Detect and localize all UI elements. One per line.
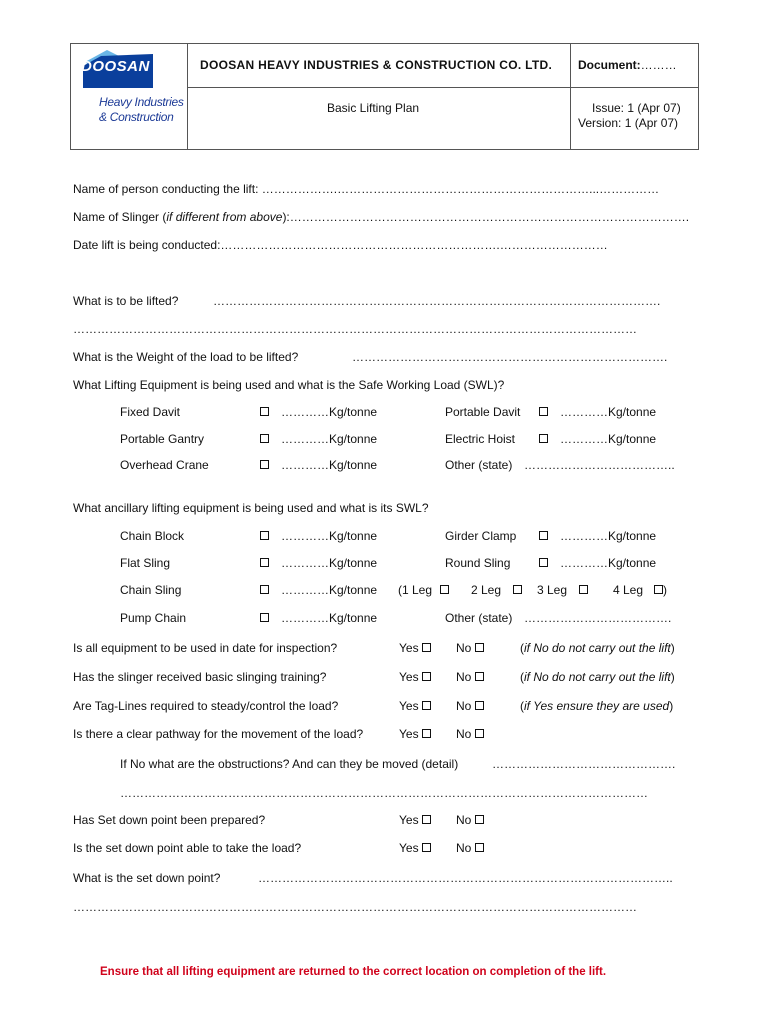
yes-option[interactable]	[399, 670, 431, 684]
leg-3-checkbox[interactable]	[579, 585, 588, 594]
equipment-label: Chain Sling	[120, 583, 182, 597]
yes-option[interactable]	[399, 727, 431, 741]
yes-checkbox[interactable]	[422, 701, 431, 710]
no-option[interactable]	[456, 641, 484, 655]
checkbox[interactable]	[260, 531, 269, 540]
yes-label: Yes	[399, 841, 419, 855]
checkbox[interactable]	[260, 613, 269, 622]
no-option[interactable]	[456, 813, 484, 827]
lifting-equipment-question: What Lifting Equipment is being used and what is the Safe Working Load (SWL)?	[73, 378, 505, 392]
document-header	[70, 43, 699, 150]
check-note: (if Yes ensure they are used)	[520, 699, 674, 713]
logo-subtitle-2: & Construction	[99, 110, 174, 124]
legs-close: )	[663, 583, 667, 597]
setdown-question: Is the set down point able to take the load?	[73, 841, 302, 855]
checkbox[interactable]	[539, 434, 548, 443]
yes-option[interactable]	[399, 841, 431, 855]
equipment-label: Electric Hoist	[445, 432, 516, 446]
swl-field[interactable]: …………Kg/tonne	[281, 556, 378, 570]
checkbox[interactable]	[539, 558, 548, 567]
no-checkbox[interactable]	[475, 843, 484, 852]
no-checkbox[interactable]	[475, 815, 484, 824]
leg-4-label: 4 Leg	[613, 583, 644, 597]
setdown-point-question: What is the set down point?	[73, 871, 221, 885]
slinger-label: Name of Slinger (	[73, 210, 167, 224]
doosan-logo	[71, 44, 187, 149]
checkbox[interactable]	[260, 460, 269, 469]
checkbox[interactable]	[260, 558, 269, 567]
yes-option[interactable]	[399, 699, 431, 713]
equipment-label: Portable Gantry	[120, 432, 205, 446]
setdown-question: Has Set down point been prepared?	[73, 813, 266, 827]
swl-field[interactable]: …………Kg/tonne	[281, 529, 378, 543]
swl-field[interactable]: …………Kg/tonne	[560, 556, 657, 570]
yes-checkbox[interactable]	[422, 672, 431, 681]
yes-label: Yes	[399, 727, 419, 741]
ancillary-question: What ancillary lifting equipment is being used and what is its SWL?	[73, 501, 429, 515]
person-field[interactable]: Name of person conducting the lift: ……………….………………………………………………………...……………	[73, 182, 660, 196]
check-question: Is there a clear pathway for the movement of the load?	[73, 727, 364, 741]
lifted-field[interactable]: ………………………………………………………………………………………………….	[213, 294, 661, 308]
check-note-text: if No do not carry out the lift	[524, 641, 671, 655]
date-field[interactable]: Date lift is being conducted:…………………………………………………………….………………………	[73, 238, 608, 252]
document-value: ………	[640, 58, 677, 72]
obstructions-field[interactable]: ……………………………………….	[492, 757, 676, 771]
yes-option[interactable]	[399, 813, 431, 827]
yes-checkbox[interactable]	[422, 729, 431, 738]
equipment-label: Other (state)	[445, 611, 513, 625]
obstructions-field-line-2[interactable]: ……………………………………………………………………………………………………………………	[120, 786, 648, 800]
weight-field[interactable]: …………………………………………………………………….	[352, 350, 668, 364]
no-checkbox[interactable]	[475, 701, 484, 710]
equipment-label: Chain Block	[120, 529, 185, 543]
no-label: No	[456, 699, 472, 713]
swl-field[interactable]: …………Kg/tonne	[281, 611, 378, 625]
check-question: Is all equipment to be used in date for inspection?	[73, 641, 338, 655]
check-question: Has the slinger received basic slinging training?	[73, 670, 327, 684]
equipment-label: Round Sling	[445, 556, 511, 570]
equipment-label: Other (state)	[445, 458, 513, 472]
check-note: (if No do not carry out the lift)	[520, 670, 675, 684]
yes-option[interactable]	[399, 641, 431, 655]
swl-field[interactable]: …………Kg/tonne	[281, 432, 378, 446]
no-label: No	[456, 727, 472, 741]
leg-4-checkbox[interactable]	[654, 585, 663, 594]
logo-text: DOOSAN	[81, 58, 150, 75]
check-note-text: if No do not carry out the lift	[524, 670, 671, 684]
setdown-point-field[interactable]: …………………………………………………………………………………………..	[258, 871, 673, 885]
no-checkbox[interactable]	[475, 729, 484, 738]
page-title: Basic Lifting Plan	[327, 101, 420, 115]
checkbox[interactable]	[260, 585, 269, 594]
equipment-label: Portable Davit	[445, 405, 521, 419]
no-checkbox[interactable]	[475, 672, 484, 681]
company-name: DOOSAN HEAVY INDUSTRIES & CONSTRUCTION CO. LTD.	[200, 58, 553, 72]
leg-3-label: 3 Leg	[537, 583, 568, 597]
obstructions-question: If No what are the obstructions? And can they be moved (detail)	[120, 757, 459, 771]
check-note: (if No do not carry out the lift)	[520, 641, 675, 655]
issue-label: Issue: 1 (Apr 07)	[592, 101, 681, 115]
yes-label: Yes	[399, 813, 419, 827]
equipment-label: Girder Clamp	[445, 529, 517, 543]
checkbox[interactable]	[539, 531, 548, 540]
no-option[interactable]	[456, 727, 484, 741]
leg-2-checkbox[interactable]	[513, 585, 522, 594]
swl-field[interactable]: …………Kg/tonne	[560, 529, 657, 543]
lifted-question: What is to be lifted?	[73, 294, 179, 308]
equipment-label: Overhead Crane	[120, 458, 209, 472]
no-label: No	[456, 813, 472, 827]
logo-subtitle-1: Heavy Industries	[99, 95, 184, 109]
yes-label: Yes	[399, 641, 419, 655]
document-number	[578, 58, 677, 72]
swl-field[interactable]: …………Kg/tonne	[281, 405, 378, 419]
equipment-label: Flat Sling	[120, 556, 171, 570]
lifted-field-line-2[interactable]: ……………………………………………………………………………………………………………………………	[73, 322, 637, 336]
no-option[interactable]	[456, 841, 484, 855]
yes-checkbox[interactable]	[422, 843, 431, 852]
other-field[interactable]: ……………………………….	[524, 611, 672, 625]
swl-field[interactable]: …………Kg/tonne	[560, 405, 657, 419]
equipment-label: Fixed Davit	[120, 405, 181, 419]
version-label: Version: 1 (Apr 07)	[578, 116, 679, 130]
checkbox[interactable]	[539, 407, 548, 416]
no-label: No	[456, 841, 472, 855]
no-option[interactable]	[456, 699, 484, 713]
no-label: No	[456, 641, 472, 655]
slinger-dots: ):……………………………………………………………………………………….	[282, 210, 690, 224]
no-checkbox[interactable]	[475, 643, 484, 652]
checkbox[interactable]	[260, 434, 269, 443]
slinger-field[interactable]	[73, 210, 689, 224]
setdown-point-field-line-2[interactable]: ……………………………………………………………………………………………………………………………	[73, 900, 637, 914]
other-field[interactable]: ………………………………..	[524, 458, 675, 472]
swl-field[interactable]: …………Kg/tonne	[281, 583, 378, 597]
check-question: Are Tag-Lines required to steady/control the load?	[73, 699, 339, 713]
document-label: Document:	[578, 58, 641, 72]
weight-question: What is the Weight of the load to be lifted?	[73, 350, 299, 364]
yes-label: Yes	[399, 699, 419, 713]
leg-2-label: 2 Leg	[471, 583, 502, 597]
checkbox[interactable]	[260, 407, 269, 416]
leg-1-label: (1 Leg	[398, 583, 433, 597]
no-label: No	[456, 670, 472, 684]
warning-text: Ensure that all lifting equipment are returned to the correct location on completion of the lift.	[100, 966, 607, 978]
check-note-text: if Yes ensure they are used	[524, 699, 670, 713]
yes-checkbox[interactable]	[422, 643, 431, 652]
yes-checkbox[interactable]	[422, 815, 431, 824]
equipment-label: Pump Chain	[120, 611, 187, 625]
slinger-note: if different from above	[166, 210, 283, 224]
leg-1-checkbox[interactable]	[440, 585, 449, 594]
no-option[interactable]	[456, 670, 484, 684]
swl-field[interactable]: …………Kg/tonne	[281, 458, 378, 472]
yes-label: Yes	[399, 670, 419, 684]
swl-field[interactable]: …………Kg/tonne	[560, 432, 657, 446]
